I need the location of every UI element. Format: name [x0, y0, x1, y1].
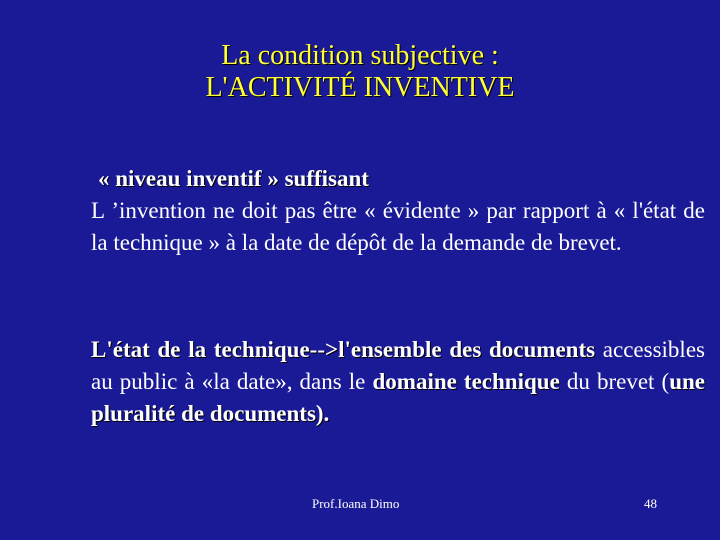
- paragraph-body: L ’invention ne doit pas être « évidente » par rapport à « l'état de la technique » à la date de dépôt de la demande de brevet.: [91, 198, 705, 255]
- paragraph-state-of-the-art: [91, 334, 705, 430]
- technical-field-term: domaine technique: [372, 369, 560, 394]
- plurality-of-documents-term: une pluralité de documents).: [91, 369, 705, 426]
- paragraph-text-2: du brevet (: [559, 369, 670, 394]
- footer-author: Prof.Ioana Dimo: [312, 496, 400, 511]
- title-line-1: La condition subjective :: [221, 40, 499, 71]
- title-line-2: L'ACTIVITÉ INVENTIVE: [205, 72, 515, 103]
- paragraph-text-1: accessibles au public à «la date», dans le: [91, 337, 705, 394]
- slide-title: [60, 40, 660, 104]
- paragraph-heading: « niveau inventif » suffisant: [98, 166, 369, 191]
- state-of-art-definition: L'état de la technique-->l'ensemble des documents: [91, 337, 596, 362]
- page-number: 48: [644, 496, 657, 511]
- paragraph-inventive-level: [91, 163, 705, 259]
